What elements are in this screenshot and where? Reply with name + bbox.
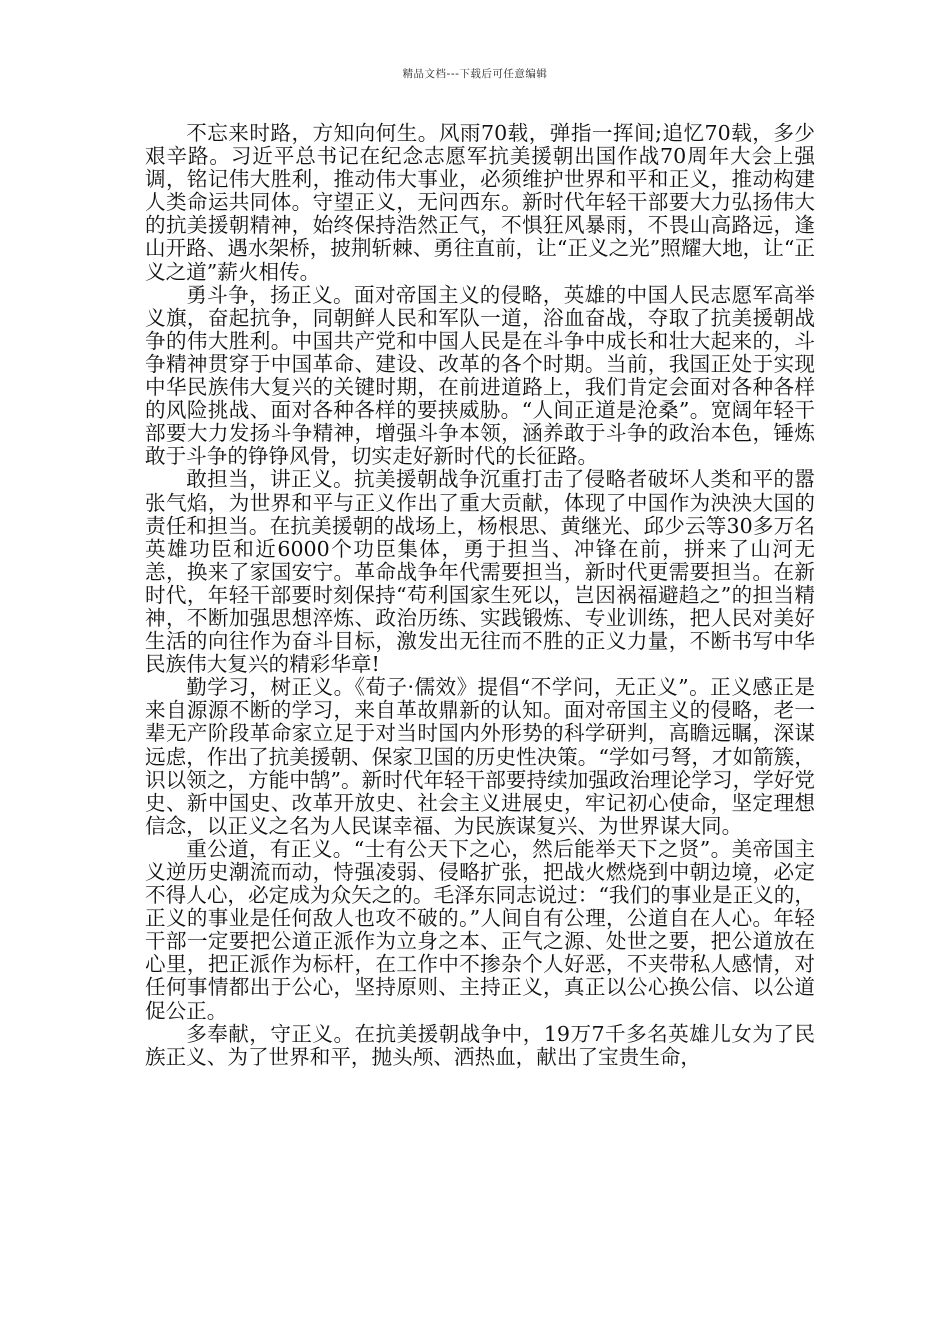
paragraph-4: 勤学习，树正义。《荀子·儒效》提倡“不学问，无正义”。正义感正是来自源源不断的学习，来自革故鼎新的认知。面对帝国主义的侵略，老一辈无产阶段革命家立足于对当时国内外形势的科学研判，高瞻远瞩，深谋远虑，作出了抗美援朝、保家卫国的历史性决策。“学如弓弩，才如箭簇，识以领之，方能中鹄”。新时代年轻干部要持续加强政治理论学习，学好党史、新中国史、改革开放史、社会主义进展史，牢记初心使命，坚定理想信念，以正义之名为人民谋幸福、为民族谋复兴、为世界谋大同。	[145, 675, 815, 838]
paragraph-5: 重公道，有正义。“士有公天下之心，然后能举天下之贤”。美帝国主义逆历史潮流而动，恃强凌弱、侵略扩张，把战火燃烧到中朝边境，必定不得人心，必定成为众矢之的。毛泽东同志说过：“我们的事业是正义的，正义的事业是任何敌人也攻不破的。”人间自有公理，公道自在人心。年轻干部一定要把公道正派作为立身之本、正气之源、处世之要，把公道放在心里，把正派作为标杆，在工作中不掺杂个人好恶，不夹带私人感情，对任何事情都出于公心，坚持原则、主持正义，真正以公心换公信、以公道促公正。	[145, 836, 815, 1023]
paragraph-3: 敢担当，讲正义。抗美援朝战争沉重打击了侵略者破坏人类和平的嚣张气焰，为世界和平与正义作出了重大贡献，体现了中国作为泱泱大国的责任和担当。在抗美援朝的战场上，杨根思、黄继光、邱少云等30多万名英雄功臣和近6000个功臣集体，勇于担当、冲锋在前，拼来了山河无恙，换来了家国安宁。革命战争年代需要担当，新时代更需要担当。在新时代，年轻干部要时刻保持“苟利国家生死以，岂因祸福避趋之”的担当精神，不断加强思想淬炼、政治历练、实践锻炼、专业训练，把人民对美好生活的向往作为奋斗目标，激发出无往而不胜的正义力量，不断书写中华民族伟大复兴的精彩华章!	[145, 467, 815, 677]
paragraph-1: 不忘来时路，方知向何生。风雨70载，弹指一挥间;追忆70载，多少艰辛路。习近平总书记在纪念志愿军抗美援朝出国作战70周年大会上强调，铭记伟大胜利，推动伟大事业，必须维护世界和平和正义，推动构建人类命运共同体。守望正义，无问西东。新时代年轻干部要大力弘扬伟大的抗美援朝精神，始终保持浩然正气，不惧狂风暴雨，不畏山高路远，逢山开路、遇水架桥，披荆斩棘、勇往直前，让“正义之光”照耀大地，让“正义之道”薪火相传。	[145, 121, 815, 284]
document-body	[145, 122, 815, 1069]
paragraph-6: 多奉献，守正义。在抗美援朝战争中，19万7千多名英雄儿女为了民族正义、为了世界和平，抛头颅、洒热血，献出了宝贵生命，	[145, 1021, 815, 1069]
paragraph-2: 勇斗争，扬正义。面对帝国主义的侵略，英雄的中国人民志愿军高举义旗，奋起抗争，同朝鲜人民和军队一道，浴血奋战，夺取了抗美援朝战争的伟大胜利。中国共产党和中国人民是在斗争中成长和壮大起来的，斗争精神贯穿于中国革命、建设、改革的各个时期。当前，我国正处于实现中华民族伟大复兴的关键时期，在前进道路上，我们肯定会面对各种各样的风险挑战、面对各种各样的要挟威胁。“人间正道是沧桑”。宽阔年轻干部要大力发扬斗争精神，增强斗争本领，涵养敢于斗争的政治本色，锤炼敢于斗争的铮铮风骨，切实走好新时代的长征路。	[145, 282, 815, 469]
page-header: 精品文档---下载后可任意编辑	[402, 68, 548, 80]
